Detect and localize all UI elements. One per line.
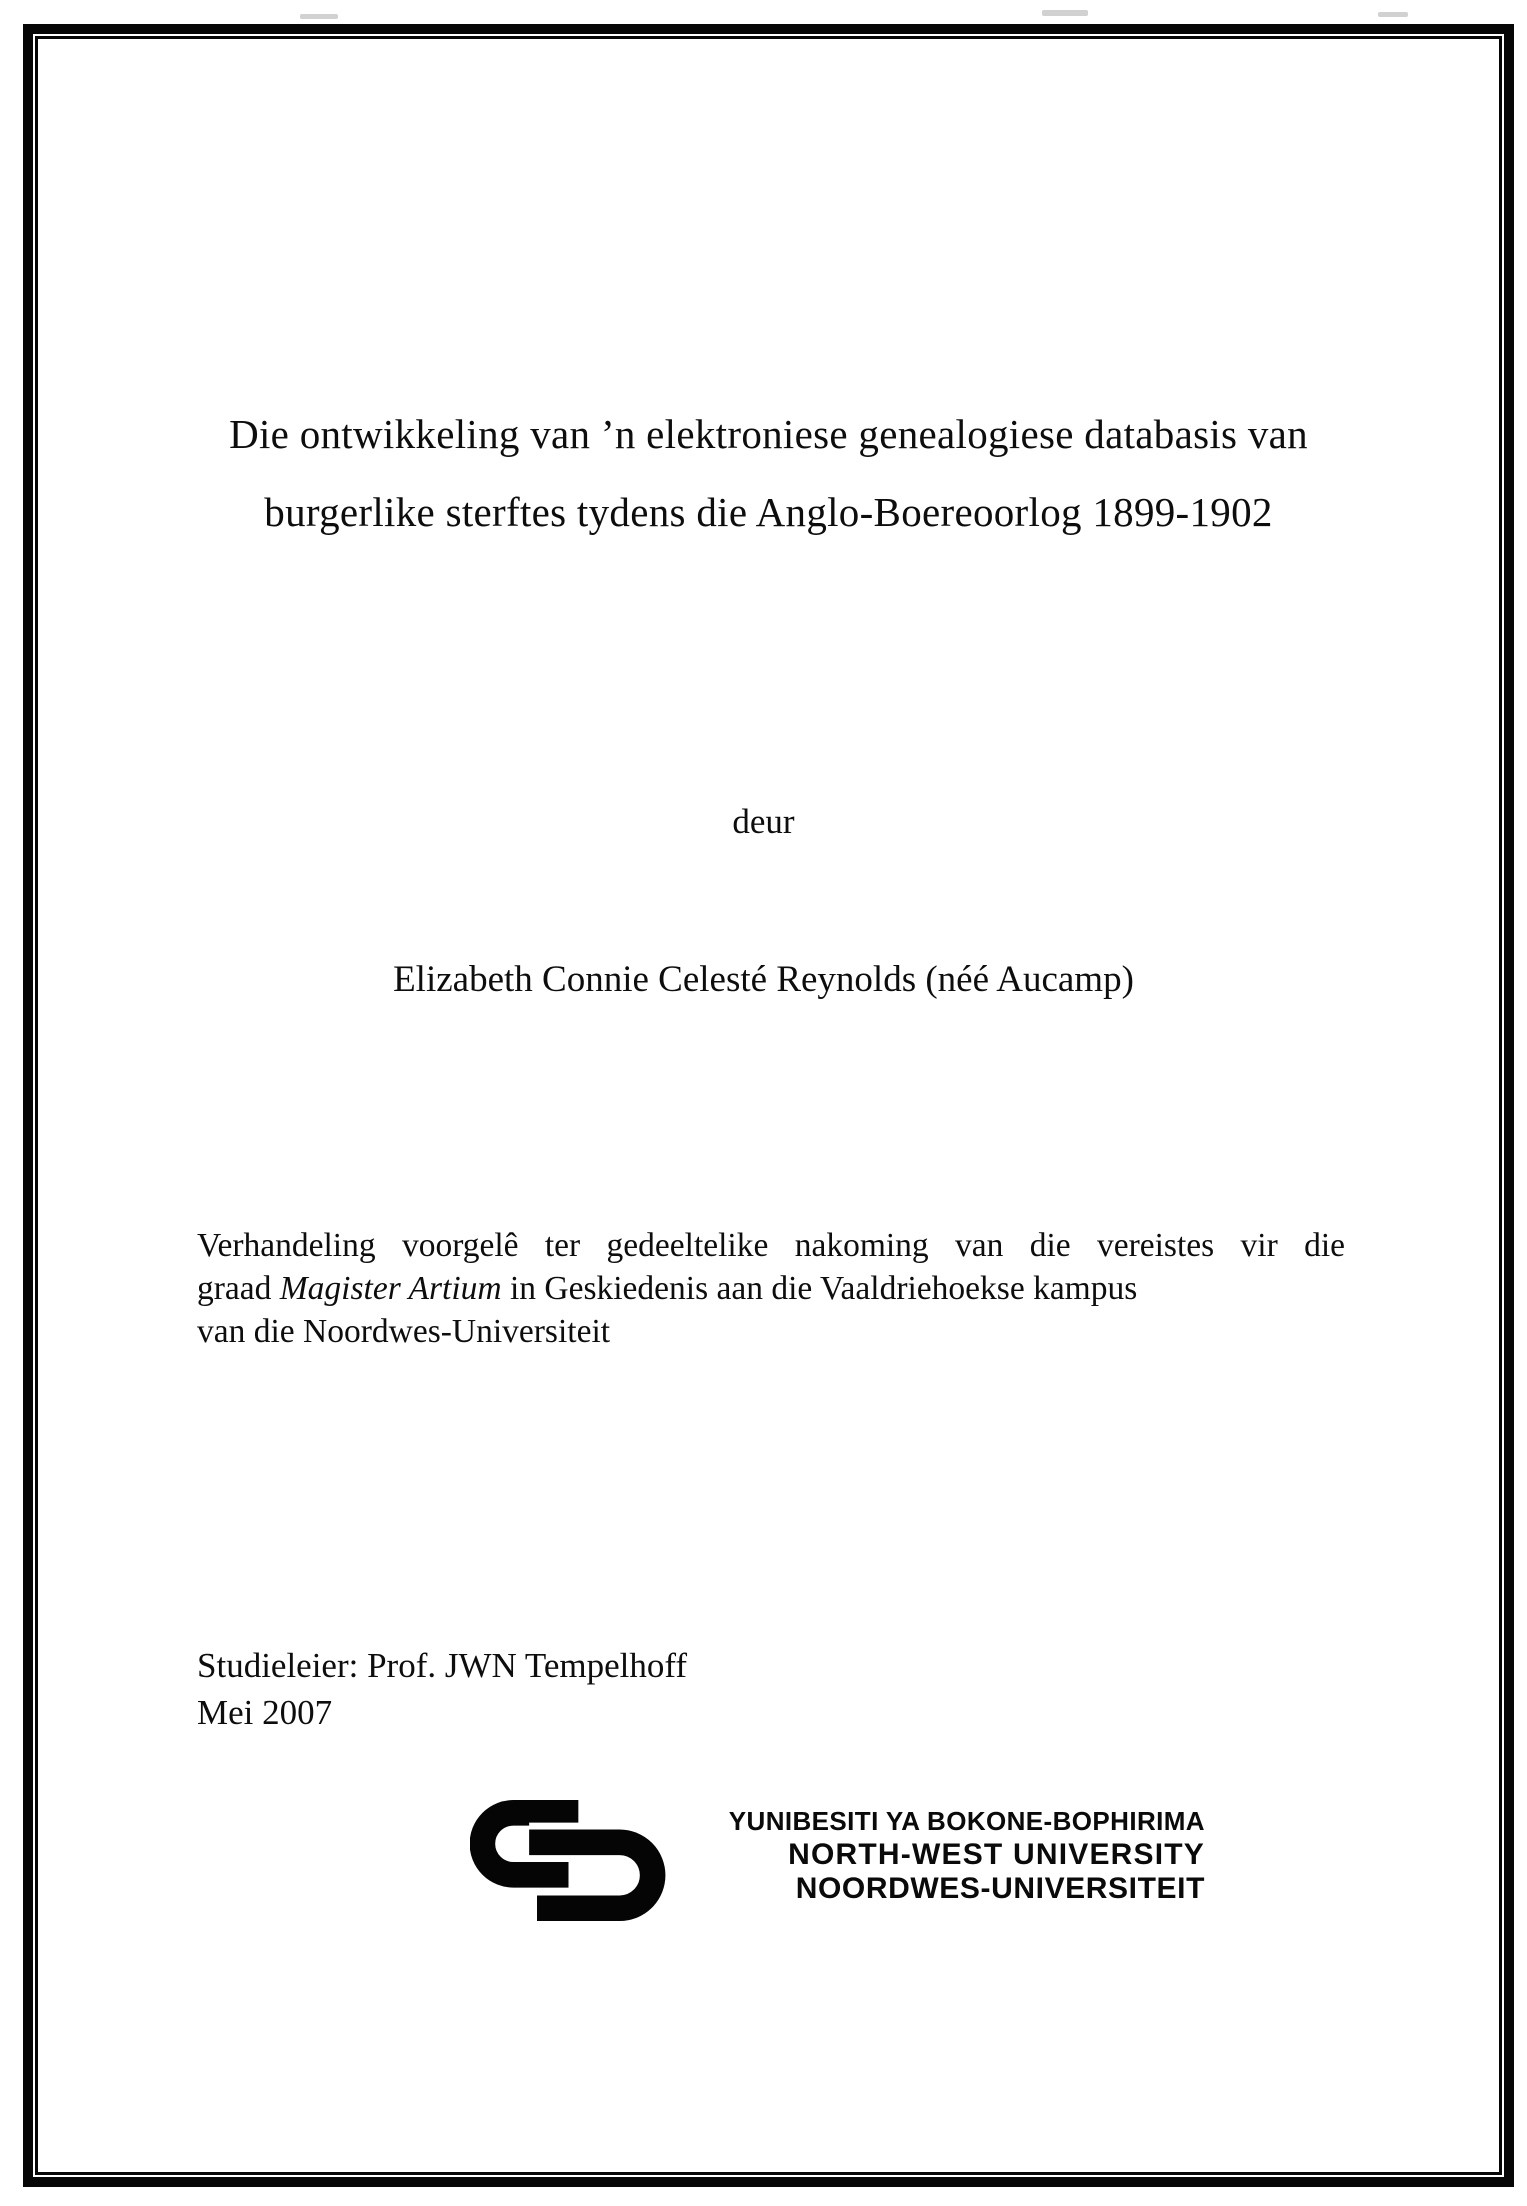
statement-line-1: Verhandeling voorgelê ter gedeeltelike nakoming van die vereistes vir die [197, 1227, 1345, 1264]
logo-text-line-2: NORTH-WEST UNIVERSITY [788, 1838, 1205, 1871]
byline-preposition: deur [732, 802, 795, 841]
logo-text-line-1: YUNIBESITI YA BOKONE-BOPHIRIMA [728, 1806, 1205, 1836]
author-name: Elizabeth Connie Celesté Reynolds (néé Aucamp) [393, 959, 1134, 1000]
logo-text-line-3: NOORDWES-UNIVERSITEIT [795, 1872, 1205, 1905]
nwu-logo-text [677, 1800, 1205, 1905]
degree-name-italic: Magister Artium [279, 1270, 502, 1307]
supervision-block [197, 1642, 687, 1736]
chain-links-icon [470, 1800, 667, 1924]
scan-noise [1042, 10, 1088, 16]
degree-statement [197, 1224, 1345, 1353]
scan-noise [300, 14, 338, 19]
date-line: Mei 2007 [197, 1693, 333, 1732]
statement-line-2-prefix: graad [197, 1270, 280, 1307]
statement-line-2 [197, 1267, 1345, 1310]
statement-line-2-suffix: in Geskiedenis aan die Vaaldriehoekse kampus [501, 1270, 1138, 1307]
statement-line-3: van die Noordwes-Universiteit [197, 1313, 611, 1350]
title-line-1: Die ontwikkeling van ’n elektroniese genealogiese databasis van [229, 411, 1308, 457]
supervisor-line: Studieleier: Prof. JWN Tempelhoff [197, 1646, 688, 1685]
nwu-logo [470, 1800, 1205, 1924]
scan-noise [1378, 12, 1408, 17]
title-line-2: burgerlike sterftes tydens die Anglo-Boereoorlog 1899-1902 [264, 489, 1273, 535]
thesis-title [120, 395, 1417, 551]
